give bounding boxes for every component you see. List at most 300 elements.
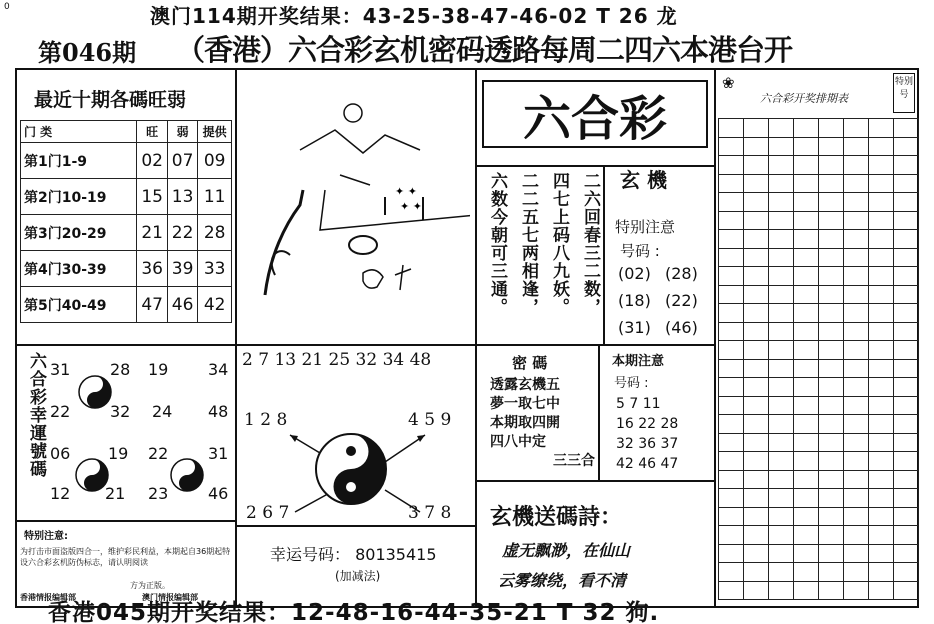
- table-cell: [869, 489, 894, 508]
- table-cell: [844, 285, 869, 304]
- table-cell: 旺: [137, 121, 167, 143]
- table-cell: [744, 230, 769, 249]
- table-cell: [894, 433, 919, 452]
- table-cell: 09: [198, 143, 232, 179]
- divider: [15, 520, 237, 522]
- table-cell: [794, 267, 819, 286]
- poem-column: 六数今朝可三通。: [487, 172, 507, 316]
- table-cell: [769, 230, 794, 249]
- table-cell: [719, 544, 744, 563]
- table-row: [719, 156, 919, 175]
- mima-line: 本期取四開: [490, 415, 560, 431]
- table-cell: [744, 359, 769, 378]
- yinyang-icon: [75, 458, 109, 492]
- special-number: (31): [618, 318, 651, 337]
- table-cell: [794, 415, 819, 434]
- table-cell: [719, 507, 744, 526]
- table-cell: [794, 378, 819, 397]
- poem: [485, 172, 603, 342]
- table-cell: [794, 156, 819, 175]
- table-cell: [719, 563, 744, 582]
- table-cell: [719, 415, 744, 434]
- table-cell: [744, 341, 769, 360]
- table-cell: [719, 137, 744, 156]
- table-cell: [819, 304, 844, 323]
- notice-org: 香港情报编辑部: [20, 593, 76, 602]
- table-cell: [769, 378, 794, 397]
- table-row: [719, 433, 919, 452]
- table-cell: [769, 137, 794, 156]
- table-cell: [769, 156, 794, 175]
- table-cell: [719, 378, 744, 397]
- notice-footer: 方为正版。: [130, 581, 170, 590]
- table-cell: [794, 119, 819, 138]
- table-cell: [744, 119, 769, 138]
- table-cell: [819, 341, 844, 360]
- table-cell: [819, 452, 844, 471]
- special-title: 特别注意: [615, 218, 676, 236]
- table-cell: [769, 433, 794, 452]
- table-cell: [844, 156, 869, 175]
- table-cell: 门 类: [21, 121, 137, 143]
- lucky-number: 46: [208, 484, 229, 503]
- table-cell: [894, 544, 919, 563]
- table-cell: [844, 415, 869, 434]
- table-cell: [794, 433, 819, 452]
- table-cell: [894, 322, 919, 341]
- table-cell: [819, 415, 844, 434]
- strength-title: 最近十期各碼旺弱: [34, 89, 187, 111]
- table-row: [719, 507, 919, 526]
- table-cell: [719, 230, 744, 249]
- table-cell: [869, 359, 894, 378]
- table-cell: [744, 396, 769, 415]
- table-cell: [869, 544, 894, 563]
- table-cell: [769, 119, 794, 138]
- notice2-numbers: [616, 394, 678, 474]
- mima-line: 三三合: [553, 453, 595, 469]
- table-row: [21, 121, 232, 143]
- table-cell: [869, 470, 894, 489]
- table-cell: [744, 267, 769, 286]
- macau-result: 澳门114期开奖结果：43-25-38-47-46-02 T 26 龙: [150, 4, 678, 28]
- table-cell: [819, 322, 844, 341]
- table-cell: [894, 396, 919, 415]
- table-cell: [719, 359, 744, 378]
- table-cell: [769, 581, 794, 600]
- table-cell: [819, 489, 844, 508]
- yinyang-icon: [315, 433, 387, 505]
- table-cell: 22: [167, 215, 197, 251]
- divider: [475, 68, 477, 608]
- table-cell: [744, 248, 769, 267]
- table-cell: [719, 526, 744, 545]
- table-cell: [869, 156, 894, 175]
- table-cell: [844, 322, 869, 341]
- table-cell: [744, 285, 769, 304]
- table-cell: [819, 563, 844, 582]
- table-cell: [844, 304, 869, 323]
- table-cell: [769, 341, 794, 360]
- table-cell: [894, 507, 919, 526]
- divider: [475, 165, 716, 167]
- mima-title: 密 碼: [512, 354, 548, 372]
- table-cell: [869, 248, 894, 267]
- table-cell: [794, 452, 819, 471]
- divider: [15, 344, 237, 346]
- table-cell: 39: [167, 251, 197, 287]
- table-cell: 第3门20-29: [21, 215, 137, 251]
- strength-table: [20, 120, 232, 323]
- table-cell: [719, 267, 744, 286]
- lucky-number: 23: [148, 484, 169, 503]
- poem-column: 二二五七两相逢，: [518, 172, 538, 316]
- schedule-title: 六合彩开奖排期表: [760, 92, 848, 105]
- lucky-number: 24: [152, 402, 173, 421]
- table-cell: [744, 470, 769, 489]
- special-numbers: [618, 264, 712, 337]
- divider: [714, 68, 716, 608]
- logo-title: 六合彩: [482, 80, 708, 148]
- table-cell: [819, 230, 844, 249]
- table-cell: [719, 211, 744, 230]
- table-cell: [844, 470, 869, 489]
- lucky-number: 22: [148, 444, 169, 463]
- table-cell: [769, 359, 794, 378]
- table-cell: [894, 230, 919, 249]
- special-badge: 特别号: [893, 73, 915, 113]
- table-cell: [819, 378, 844, 397]
- divider: [603, 165, 605, 345]
- divider: [235, 525, 477, 527]
- table-row: [719, 544, 919, 563]
- yy-bottom-right: 3 7 8: [408, 503, 452, 523]
- special-number: (02): [618, 264, 651, 283]
- table-row: [719, 304, 919, 323]
- lucky-number: 32: [110, 402, 131, 421]
- table-cell: [744, 544, 769, 563]
- poem-column: 二六回春三二数，: [580, 172, 600, 316]
- table-cell: [719, 156, 744, 175]
- table-cell: [744, 452, 769, 471]
- lucky-number: 19: [108, 444, 129, 463]
- table-cell: [869, 285, 894, 304]
- table-row: [719, 378, 919, 397]
- table-cell: [869, 119, 894, 138]
- table-row: [719, 248, 919, 267]
- table-cell: [769, 174, 794, 193]
- table-cell: 47: [137, 287, 167, 323]
- mima-line: 夢一取七中: [490, 396, 560, 412]
- table-cell: [794, 563, 819, 582]
- table-cell: [894, 359, 919, 378]
- table-cell: [719, 119, 744, 138]
- table-cell: [719, 322, 744, 341]
- table-cell: [819, 248, 844, 267]
- table-row: [21, 143, 232, 179]
- table-cell: [894, 267, 919, 286]
- flower-icon: ❀: [722, 74, 735, 92]
- table-cell: [794, 507, 819, 526]
- table-row: [719, 193, 919, 212]
- table-cell: [769, 544, 794, 563]
- lucky-sub: (加减法): [335, 569, 381, 583]
- table-cell: 13: [167, 179, 197, 215]
- yinyang-icon: [170, 458, 204, 492]
- table-row: [719, 322, 919, 341]
- table-cell: 36: [137, 251, 167, 287]
- special-number: (18): [618, 291, 651, 310]
- notice2-row: 42 46 47: [616, 456, 679, 472]
- table-cell: [894, 304, 919, 323]
- table-cell: [819, 156, 844, 175]
- table-cell: 第5门40-49: [21, 287, 137, 323]
- table-cell: [769, 563, 794, 582]
- divider: [598, 344, 600, 482]
- lucky-number: 19: [148, 360, 169, 379]
- table-row: [719, 230, 919, 249]
- table-cell: [769, 211, 794, 230]
- table-row: [719, 396, 919, 415]
- table-cell: [819, 174, 844, 193]
- table-cell: [819, 581, 844, 600]
- table-cell: [869, 396, 894, 415]
- table-cell: [719, 304, 744, 323]
- schedule-table: [718, 118, 919, 600]
- table-cell: [769, 415, 794, 434]
- yy-right: 4 5 9: [408, 410, 452, 430]
- table-cell: [794, 544, 819, 563]
- table-cell: [744, 304, 769, 323]
- table-row: [719, 452, 919, 471]
- table-cell: [844, 563, 869, 582]
- mima-line: 四八中定: [490, 434, 546, 450]
- table-cell: [769, 304, 794, 323]
- table-cell: [744, 526, 769, 545]
- lucky-number: 幸运号码： 80135415: [270, 545, 437, 564]
- table-cell: [769, 322, 794, 341]
- table-cell: [844, 248, 869, 267]
- table-cell: [869, 581, 894, 600]
- table-cell: [844, 119, 869, 138]
- table-cell: [744, 211, 769, 230]
- table-cell: [894, 581, 919, 600]
- mima-line: 透露玄機五: [490, 377, 560, 393]
- table-cell: [869, 563, 894, 582]
- lucky-number: 06: [50, 444, 71, 463]
- table-cell: [769, 248, 794, 267]
- table-cell: [819, 470, 844, 489]
- table-row: [719, 359, 919, 378]
- table-cell: [819, 211, 844, 230]
- table-cell: 第4门30-39: [21, 251, 137, 287]
- table-cell: [894, 248, 919, 267]
- table-cell: [894, 211, 919, 230]
- table-cell: 15: [137, 179, 167, 215]
- table-cell: [794, 137, 819, 156]
- notice2-row: 5 7 11: [616, 396, 661, 412]
- divider: [475, 344, 716, 346]
- table-cell: [769, 452, 794, 471]
- table-cell: [744, 415, 769, 434]
- table-cell: [794, 285, 819, 304]
- table-cell: [819, 119, 844, 138]
- table-cell: [769, 489, 794, 508]
- table-cell: [844, 341, 869, 360]
- table-cell: [894, 285, 919, 304]
- table-cell: [844, 396, 869, 415]
- table-cell: [744, 322, 769, 341]
- table-cell: [794, 211, 819, 230]
- lucky-number: 31: [50, 360, 71, 379]
- table-cell: [869, 322, 894, 341]
- table-cell: [869, 230, 894, 249]
- table-cell: [844, 230, 869, 249]
- table-row: [719, 526, 919, 545]
- mima-lines: [490, 376, 595, 471]
- table-cell: [869, 415, 894, 434]
- table-cell: [744, 507, 769, 526]
- table-cell: [769, 526, 794, 545]
- headline: （香港）六合彩玄机密码透路每周二四六本港台开: [176, 33, 793, 67]
- divider: [235, 68, 237, 608]
- table-cell: [869, 452, 894, 471]
- table-cell: [819, 267, 844, 286]
- table-row: [719, 341, 919, 360]
- table-cell: [869, 507, 894, 526]
- table-cell: [844, 378, 869, 397]
- table-cell: [844, 507, 869, 526]
- table-cell: [719, 248, 744, 267]
- notice2-row: 32 36 37: [616, 436, 679, 452]
- table-cell: [869, 267, 894, 286]
- table-cell: [844, 433, 869, 452]
- notice-title: 特别注意:: [24, 531, 68, 542]
- table-row: [719, 470, 919, 489]
- notice-body: 为打击市面盗版四合一，维护彩民利益，本期起自36期起特设六合彩玄机防伪标志，请认明阅读: [20, 547, 231, 567]
- verse-line: 云雾缭绕，看不清: [498, 571, 627, 590]
- table-cell: [744, 137, 769, 156]
- lucky-number: 34: [208, 360, 229, 379]
- table-cell: [894, 156, 919, 175]
- table-cell: [819, 433, 844, 452]
- table-cell: 第2门10-19: [21, 179, 137, 215]
- table-cell: [894, 174, 919, 193]
- table-cell: [844, 174, 869, 193]
- table-cell: [744, 193, 769, 212]
- table-cell: [819, 137, 844, 156]
- table-cell: [819, 396, 844, 415]
- notice2-label: 号码 :: [614, 376, 649, 391]
- table-cell: [844, 489, 869, 508]
- lucky-number: 12: [50, 484, 71, 503]
- yinyang-icon: [78, 375, 112, 409]
- lucky-number: 21: [105, 484, 126, 503]
- table-cell: [794, 322, 819, 341]
- table-cell: [869, 526, 894, 545]
- table-cell: [769, 396, 794, 415]
- table-cell: [819, 285, 844, 304]
- table-cell: [844, 544, 869, 563]
- table-cell: [719, 396, 744, 415]
- yy-left: 1 2 8: [244, 410, 288, 430]
- table-cell: [794, 526, 819, 545]
- corner-mark: 0: [4, 2, 10, 12]
- table-cell: 28: [198, 215, 232, 251]
- table-row: [719, 174, 919, 193]
- table-cell: [769, 267, 794, 286]
- notice2-row: 16 22 28: [616, 416, 679, 432]
- verse-line: 虚无飘渺，在仙山: [502, 541, 631, 560]
- divider: [475, 480, 716, 482]
- table-row: [719, 581, 919, 600]
- table-row: [719, 285, 919, 304]
- table-cell: [844, 359, 869, 378]
- lucky-number: 48: [208, 402, 229, 421]
- lucky-number: 28: [110, 360, 131, 379]
- table-row: [21, 251, 232, 287]
- table-cell: [894, 193, 919, 212]
- table-cell: [744, 489, 769, 508]
- table-cell: 11: [198, 179, 232, 215]
- table-cell: [794, 174, 819, 193]
- table-cell: 02: [137, 143, 167, 179]
- table-cell: 46: [167, 287, 197, 323]
- table-cell: [744, 174, 769, 193]
- table-cell: [794, 248, 819, 267]
- table-cell: [769, 507, 794, 526]
- table-cell: [744, 156, 769, 175]
- table-cell: 42: [198, 287, 232, 323]
- hk-result: 香港045期开奖结果：12-48-16-44-35-21 T 32 狗.: [48, 600, 660, 624]
- table-cell: [869, 433, 894, 452]
- table-cell: [819, 526, 844, 545]
- table-row: [21, 215, 232, 251]
- table-cell: [869, 193, 894, 212]
- table-cell: [869, 378, 894, 397]
- table-cell: [894, 489, 919, 508]
- verse-title: 玄機送碼詩：: [490, 505, 623, 530]
- table-cell: [794, 359, 819, 378]
- table-cell: [719, 452, 744, 471]
- yy-top: 2 7 13 21 25 32 34 48: [242, 350, 432, 370]
- table-row: [21, 287, 232, 323]
- table-cell: [844, 211, 869, 230]
- table-cell: 21: [137, 215, 167, 251]
- table-cell: 07: [167, 143, 197, 179]
- table-cell: [819, 507, 844, 526]
- table-cell: [744, 581, 769, 600]
- table-cell: [844, 452, 869, 471]
- table-cell: [869, 211, 894, 230]
- logo-sub: 玄 機: [620, 168, 667, 192]
- table-cell: 提供: [198, 121, 232, 143]
- special-number: (22): [665, 291, 698, 310]
- table-cell: [894, 378, 919, 397]
- table-cell: [844, 193, 869, 212]
- table-cell: [719, 470, 744, 489]
- table-cell: [719, 489, 744, 508]
- table-row: [719, 211, 919, 230]
- table-row: [719, 119, 919, 138]
- table-row: [719, 267, 919, 286]
- table-cell: [794, 396, 819, 415]
- poem-column: 四七上码八九妖。: [549, 172, 569, 316]
- table-cell: [819, 544, 844, 563]
- table-cell: [794, 341, 819, 360]
- special-number: (28): [665, 264, 698, 283]
- svg-text:✦ ✦: ✦ ✦: [400, 200, 422, 213]
